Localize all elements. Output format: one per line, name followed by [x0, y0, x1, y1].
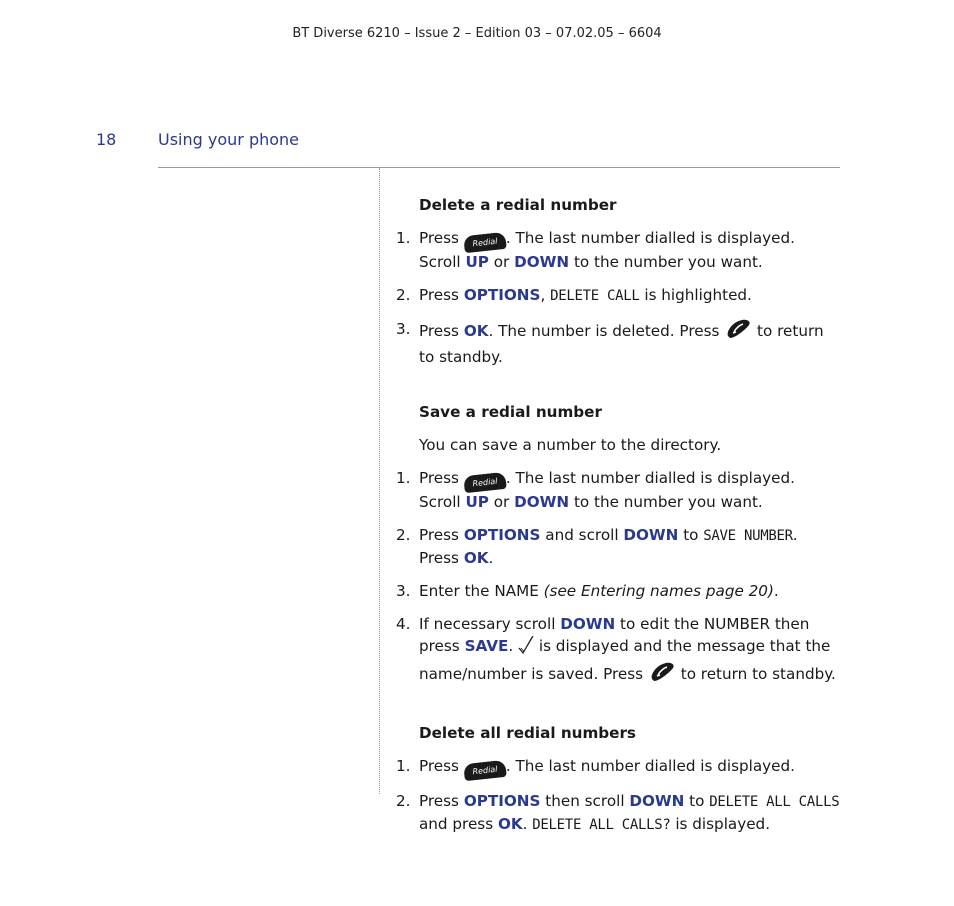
- end-call-key-icon: [724, 318, 752, 346]
- step: 4. If necessary scroll DOWN to edit the NUMBER then press SAVE. is displayed and the message that the name/number is saved. Press to return to standby.: [396, 613, 840, 689]
- page-number: 18: [96, 130, 117, 149]
- steps-delete-all-redial: [396, 755, 840, 836]
- display-text: SAVE NUMBER: [703, 528, 793, 544]
- redial-key-icon: Redial: [463, 472, 507, 493]
- steps-delete-redial: [396, 227, 840, 368]
- step: 2. Press OPTIONS, DELETE CALL is highlighted.: [396, 286, 752, 304]
- step: 2. Press OPTIONS and scroll DOWN to SAVE NUMBER. Press OK.: [396, 526, 798, 567]
- step: 2. Press OPTIONS then scroll DOWN to DELETE ALL CALLS and press OK. DELETE ALL CALLS? is displayed.: [396, 792, 840, 833]
- step: 3. Press OK. The number is deleted. Press to return to standby.: [396, 320, 824, 366]
- page-reference: (see Entering names page 20): [543, 582, 774, 600]
- tick-icon: [518, 635, 534, 661]
- end-call-key-icon: [648, 661, 676, 689]
- document-header: BT Diverse 6210 – Issue 2 – Edition 03 – 07.02.05 – 6604: [292, 26, 662, 41]
- heading-delete-redial: Delete a redial number: [419, 196, 617, 214]
- redial-key-icon: Redial: [463, 232, 507, 253]
- step: 1. Press Redial . The last number dialled is displayed.: [396, 755, 840, 779]
- intro-text: You can save a number to the directory.: [419, 436, 722, 454]
- vertical-divider: [379, 168, 380, 794]
- horizontal-divider: [158, 167, 840, 168]
- step: 1. Press Redial . The last number dialled is displayed. Scroll UP or DOWN to the number you want.: [396, 229, 795, 271]
- heading-save-redial: Save a redial number: [419, 403, 602, 421]
- heading-delete-all-redial: Delete all redial numbers: [419, 724, 636, 742]
- display-text: DELETE CALL: [550, 288, 640, 304]
- section-title: Using your phone: [158, 130, 300, 149]
- steps-save-redial: [396, 467, 840, 689]
- redial-key-icon: Redial: [463, 760, 507, 781]
- step: 1. Press Redial . The last number dialled is displayed. Scroll UP or DOWN to the number you want.: [396, 469, 795, 511]
- step: 3. Enter the NAME (see Entering names page 20).: [396, 582, 779, 600]
- main-content: [396, 194, 840, 847]
- display-text: DELETE ALL CALLS: [709, 794, 840, 810]
- display-text: DELETE ALL CALLS?: [532, 817, 671, 833]
